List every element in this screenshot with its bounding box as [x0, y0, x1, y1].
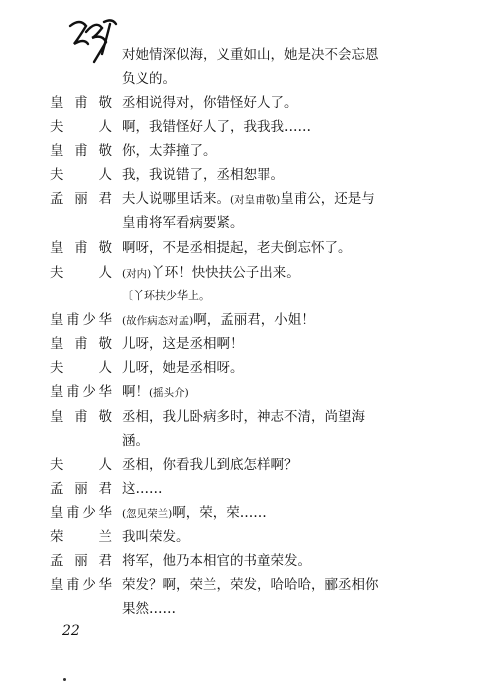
dialogue-text: 啊，荣，荣…… — [172, 505, 267, 521]
dialogue-line — [0, 455, 485, 475]
dialogue-line — [0, 310, 485, 330]
dialogue-text: 夫人说哪里话来。 — [122, 191, 230, 207]
dialogue-line — [0, 213, 485, 233]
dialogue-line — [0, 527, 485, 547]
dialogue-text: 将军，他乃本相官的书童荣发。 — [122, 553, 311, 569]
speaker-name: 皇 甫 少 华 — [50, 312, 112, 328]
stage-direction: (对皇甫敬) — [230, 194, 281, 206]
dialogue-text: 啊，我错怪好人了，我我我…… — [122, 119, 311, 135]
dialogue-line — [0, 69, 485, 89]
speaker-name: 皇 甫 少 华 — [50, 577, 112, 593]
speaker-name: 皇 甫 敬 — [50, 143, 112, 159]
dialogue-text: 我，我说错了，丞相恕罪。 — [122, 167, 284, 183]
dialogue-line — [0, 117, 485, 137]
speaker-name: 夫 人 — [50, 167, 112, 183]
page-number: 22 — [62, 623, 80, 639]
dialogue-text: 啊，孟丽君，小姐！ — [193, 312, 315, 328]
dialogue-text: 啊！ — [122, 384, 149, 400]
dialogue-line — [0, 334, 485, 354]
dialogue-line — [0, 431, 485, 451]
dialogue-line — [0, 141, 485, 161]
dialogue-text: 荣发？啊，荣兰，荣发，哈哈哈，郦丞相你 — [122, 577, 379, 593]
dialogue-text: 这…… — [122, 481, 163, 497]
dialogue-text: 丞相，我儿卧病多时，神志不清，尚望海 — [122, 409, 365, 425]
dialogue-text: 负义的。 — [122, 71, 176, 87]
stage-direction: (忽见荣兰) — [122, 508, 173, 520]
dialogue-line — [0, 165, 485, 185]
stage-direction: 〔丫环扶少华上。 — [122, 289, 210, 302]
stage-direction: (摇头介) — [149, 387, 189, 399]
dialogue-text: 涵。 — [122, 433, 149, 449]
dialogue-line — [0, 189, 485, 209]
dialogue-text: 啊呀，不是丞相提起，老夫倒忘怀了。 — [122, 240, 352, 256]
speaker-name: 孟 丽 君 — [50, 481, 112, 497]
stage-line — [0, 286, 485, 306]
dialogue-text: 你，太莽撞了。 — [122, 143, 217, 159]
dialogue-text: 我叫荣发。 — [122, 529, 190, 545]
dialogue-text: 对她情深似海，义重如山，她是决不会忘恩 — [122, 47, 379, 63]
dialogue-text: 皇甫公，还是与 — [280, 191, 375, 207]
speaker-name: 皇 甫 敬 — [50, 336, 112, 352]
dialogue-line — [0, 479, 485, 499]
speaker-name: 皇 甫 少 华 — [50, 505, 112, 521]
speaker-name: 夫 人 — [50, 360, 112, 376]
speaker-name: 孟 丽 君 — [50, 191, 112, 207]
dialogue-line — [0, 599, 485, 619]
dialogue-line — [0, 503, 485, 523]
speaker-name: 夫 人 — [50, 457, 112, 473]
speaker-name: 夫 人 — [50, 265, 112, 281]
dialogue-text: 丞相，你看我儿到底怎样啊？ — [122, 457, 298, 473]
stage-direction: (对内) — [122, 268, 152, 280]
dialogue-text: 皇甫将军看病要紧。 — [122, 215, 244, 231]
speaker-name: 孟 丽 君 — [50, 553, 112, 569]
stage-direction: (故作病态对孟) — [122, 315, 194, 327]
dialogue-line — [0, 382, 485, 402]
dialogue-line — [0, 551, 485, 571]
speaker-name: 皇 甫 少 华 — [50, 384, 112, 400]
dialogue-line — [0, 575, 485, 595]
dialogue-line — [0, 358, 485, 378]
dialogue-text: 丞相说得对，你错怪好人了。 — [122, 95, 298, 111]
dialogue-line — [0, 407, 485, 427]
speaker-name: 皇 甫 敬 — [50, 409, 112, 425]
dialogue-text: 丫环！快快扶公子出来。 — [151, 265, 300, 281]
dialogue-text: 儿呀，这是丞相啊！ — [122, 336, 244, 352]
speaker-name: 夫 人 — [50, 119, 112, 135]
speck — [63, 678, 66, 681]
dialogue-line — [0, 93, 485, 113]
dialogue-line — [0, 45, 485, 65]
dialogue-line — [0, 238, 485, 258]
speaker-name: 荣 兰 — [50, 529, 112, 545]
speaker-name: 皇 甫 敬 — [50, 95, 112, 111]
speaker-name: 皇 甫 敬 — [50, 240, 112, 256]
dialogue-text: 儿呀，她是丞相呀。 — [122, 360, 244, 376]
dialogue-text: 果然…… — [122, 601, 176, 617]
dialogue-line — [0, 263, 485, 283]
